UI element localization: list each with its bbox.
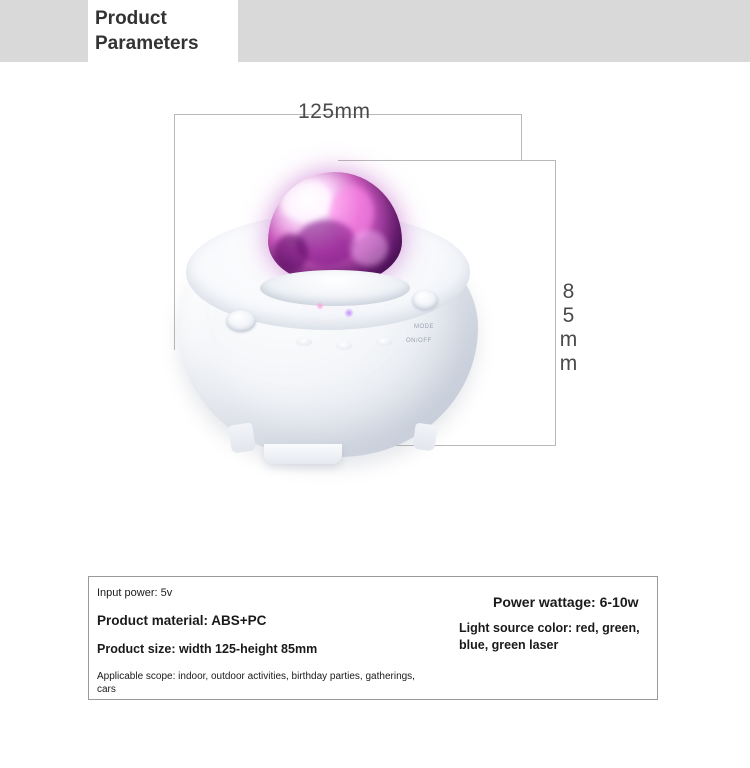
width-dimension-label: 125mm	[298, 100, 371, 123]
header-stripe-right	[238, 0, 750, 62]
height-dimension-label: 85mm	[557, 280, 580, 376]
page-title: Product Parameters	[88, 0, 238, 62]
spec-light-source-color: Light source color: red, green, blue, green laser	[459, 620, 640, 652]
spec-product-material: Product material: ABS+PC	[97, 612, 267, 628]
spec-column-right	[433, 577, 659, 699]
device-foot-left	[228, 422, 256, 453]
device-button-left[interactable]	[296, 338, 312, 346]
spec-product-size: Product size: width 125-height 85mm	[97, 642, 318, 657]
spec-column-left	[89, 577, 433, 699]
power-label: ON/OFF	[406, 338, 432, 344]
specifications-table	[88, 576, 658, 700]
product-figure	[0, 62, 750, 562]
page-header	[0, 0, 750, 62]
light-glow-a	[316, 302, 324, 310]
header-stripe-left	[0, 0, 88, 62]
spec-power-wattage: Power wattage: 6-10w	[493, 594, 639, 610]
dome-base-ring	[260, 270, 410, 306]
device-knob-left[interactable]	[226, 310, 256, 332]
width-guide-tick-right	[521, 114, 522, 160]
device-button-right[interactable]	[376, 338, 392, 346]
spec-input-power: Input power: 5v	[97, 587, 173, 599]
device-button-center[interactable]	[336, 342, 352, 350]
device-stand	[264, 444, 342, 464]
light-glow-b	[344, 308, 354, 318]
mode-label: MODE	[414, 324, 434, 330]
device-illustration	[168, 152, 518, 497]
device-foot-right	[412, 423, 437, 452]
spec-applicable-scope: Applicable scope: indoor, outdoor activities, birthday parties, gatherings, cars	[97, 670, 415, 696]
device-knob-right[interactable]	[412, 290, 438, 310]
projector-dome	[268, 172, 402, 284]
